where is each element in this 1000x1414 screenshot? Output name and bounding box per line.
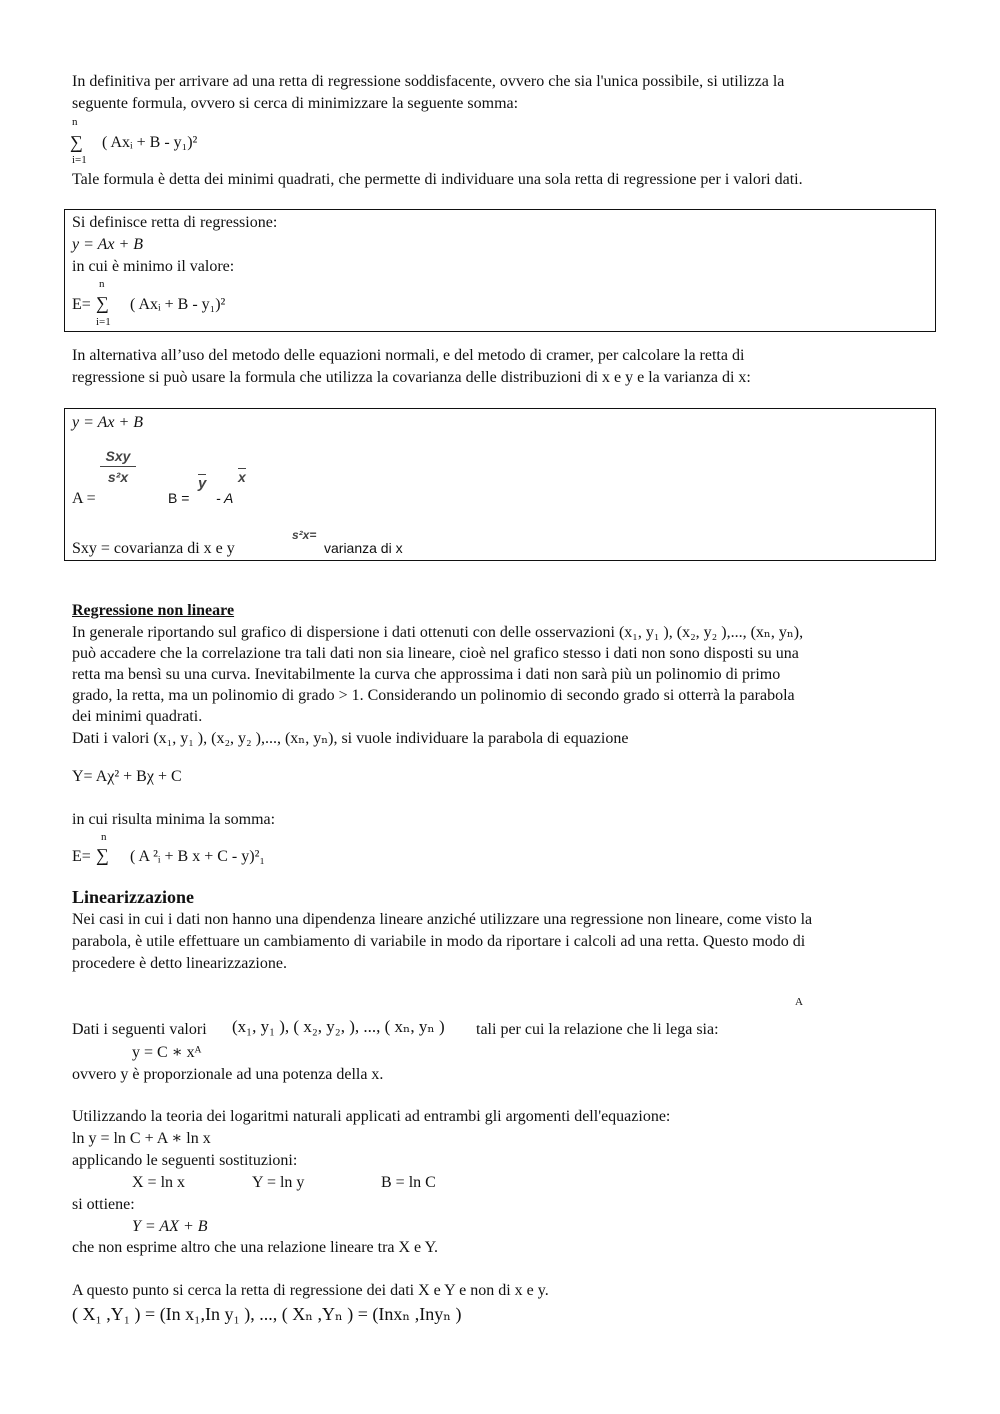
sum-upper-limit: n (72, 116, 78, 128)
paragraph-line: tali per cui la relazione che li lega sia: (476, 1021, 719, 1038)
y-bar: y (198, 475, 207, 492)
stray-letter: A (795, 996, 803, 1008)
paragraph-line: dei minimi quadrati. (72, 708, 203, 725)
paragraph-line: Dati i valori (x₁, y₁ ), (x₂, y₂ ),..., (xₙ, yₙ), si vuole individuare la parabola di equazione (72, 730, 629, 747)
fraction-sxy-over-s2x (100, 448, 136, 485)
variance-label: varianza di x (324, 540, 403, 556)
log-equation: ln y = ln C + A ∗ ln x (72, 1130, 211, 1147)
sum-lower-limit: i=1 (72, 154, 87, 166)
sum-expression: ( Axᵢ + B - y₁)² (102, 134, 198, 151)
values-sequence: (x₁, y₁ ), ( x₂, y₂, ), ..., ( xₙ, yₙ ) (232, 1017, 445, 1036)
sigma-symbol: ∑ (96, 845, 109, 865)
paragraph-line: grado, la retta, ma un polinomio di grado > 1. Considerando un polinomio di secondo grado si otterrà la parabola (72, 687, 795, 704)
minus-a: - A (216, 490, 234, 506)
a-label: A = (72, 490, 96, 507)
substitution-y: Y = ln y (252, 1174, 305, 1191)
section-title: Linearizzazione (72, 887, 194, 907)
regression-equation: y = Ax + B (72, 414, 144, 431)
section-title: Regressione non lineare (72, 602, 235, 619)
fraction-numerator: Sxy (105, 448, 131, 464)
definition-line: Si definisce retta di regressione: (72, 214, 278, 231)
covariance-label: Sxy = covarianza di x e y (72, 540, 235, 557)
sum-prefix: E= (72, 848, 91, 865)
paragraph-line: Utilizzando la teoria dei logaritmi naturali applicati ad entrambi gli argomenti dell'equazione: (72, 1108, 671, 1125)
linear-equation: Y = AX + B (132, 1218, 208, 1235)
sum-lower-limit: i=1 (96, 316, 111, 328)
paragraph-line: parabola, è utile effettuare un cambiamento di variabile in modo da riportare i calcoli ad una retta. Questo modo di (72, 933, 806, 950)
paragraph-line: retta ma bensì su una curva. Inevitabilmente la curva che approssima i dati non sarà più un polinomio di primo (72, 666, 781, 683)
paragraph-line: applicando le seguenti sostituzioni: (72, 1152, 298, 1169)
paragraph-line: in cui risulta minima la somma: (72, 811, 276, 828)
final-transformation: ( X₁ ,Y₁ ) = (In x₁,In y₁ ), ..., ( Xₙ ,Yₙ ) = (Inxₙ ,Inyₙ ) (72, 1304, 462, 1324)
sum-upper-limit: n (101, 831, 107, 843)
regression-equation: y = Ax + B (72, 236, 144, 253)
sum-upper-limit: n (99, 278, 105, 290)
sum-prefix: E= (72, 296, 91, 313)
paragraph-line: In alternativa all’uso del metodo delle equazioni normali, e del metodo di cramer, per calcolare la retta di (72, 347, 745, 364)
power-equation: y = C ∗ xᴬ (132, 1044, 202, 1061)
b-label: B = (168, 490, 190, 506)
sigma-symbol: ∑ (70, 132, 83, 152)
paragraph-line: Nei casi in cui i dati non hanno una dipendenza lineare anziché utilizzare una regressione non lineare, come visto la (72, 911, 813, 928)
paragraph-line: si ottiene: (72, 1196, 135, 1213)
paragraph-line: ovvero y è proporzionale ad una potenza della x. (72, 1066, 384, 1083)
sum-expression: ( A ²ᵢ + B x + C - y)²₁ (130, 848, 265, 865)
substitution-x: X = ln x (132, 1174, 186, 1191)
definition-line: in cui è minimo il valore: (72, 258, 235, 275)
substitution-b: B = ln C (381, 1174, 436, 1191)
paragraph-line: Tale formula è detta dei minimi quadrati, che permette di individuare una sola retta di regressione per i valori dati. (72, 171, 803, 188)
paragraph-line: A questo punto si cerca la retta di regressione dei dati X e Y e non di x e y. (72, 1282, 549, 1299)
sum-expression: ( Axᵢ + B - y₁)² (130, 296, 226, 313)
paragraph-line: seguente formula, ovvero si cerca di minimizzare la seguente somma: (72, 95, 519, 112)
paragraph-line: In generale riportando sul grafico di dispersione i dati ottenuti con delle osservazioni (x₁, y₁ ), (x₂, y₂ ),..., (xₙ, yₙ), (72, 624, 804, 641)
paragraph-line: Dati i seguenti valori (72, 1021, 207, 1038)
x-bar: x (238, 469, 246, 485)
fraction-line (100, 466, 136, 467)
sigma-symbol: ∑ (96, 293, 109, 313)
variance-symbol: s²x= (292, 528, 317, 542)
paragraph-line: che non esprime altro che una relazione lineare tra X e Y. (72, 1239, 439, 1256)
fraction-denominator: s²x (107, 469, 129, 485)
paragraph-line: regressione si può usare la formula che utilizza la covarianza delle distribuzioni di x e y e la varianza di x: (72, 369, 751, 386)
paragraph-line: può accadere che la correlazione tra tali dati non sia lineare, cioè nel grafico stesso i dati non sono disposti su una (72, 645, 799, 662)
paragraph-line: procedere è detto linearizzazione. (72, 955, 287, 972)
parabola-equation: Y= Aχ² + Bχ + C (72, 768, 182, 785)
paragraph-line: In definitiva per arrivare ad una retta di regressione soddisfacente, ovvero che sia l'unica possibile, si utilizza la (72, 73, 785, 90)
